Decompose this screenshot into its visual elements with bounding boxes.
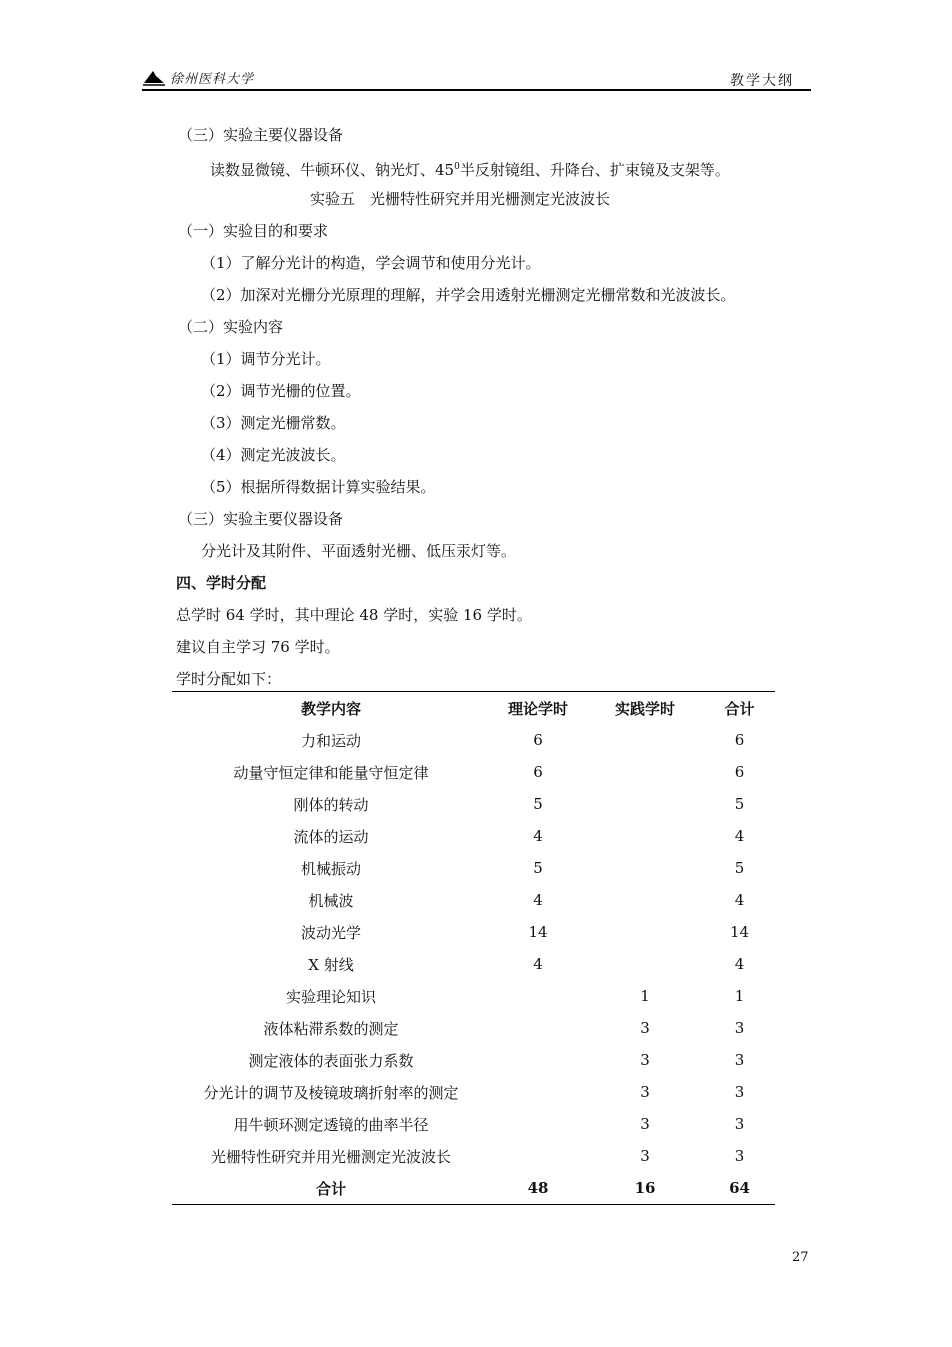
- table-cell: 动量守恒定律和能量守恒定律: [233, 763, 429, 782]
- list-item: （5）根据所得数据计算实验结果。: [201, 478, 436, 496]
- table-cell: [490, 1044, 586, 1076]
- table-cell: [586, 756, 704, 788]
- column-header: 教学内容: [300, 699, 361, 718]
- header-rule: [142, 89, 811, 91]
- table-cell: 1: [640, 987, 650, 1005]
- table-row: [172, 884, 775, 916]
- table-cell: 光栅特性研究并用光栅测定光波波长: [210, 1147, 451, 1166]
- table-row: [172, 820, 775, 852]
- table-row: [172, 788, 775, 820]
- table-cell: [586, 820, 704, 852]
- table-cell: 3: [640, 1083, 650, 1101]
- table-cell: 6: [734, 731, 745, 749]
- table-cell: 3: [734, 1083, 745, 1101]
- table-cell: 3: [734, 1115, 745, 1133]
- column-header: 实践学时: [614, 699, 675, 718]
- university-logo: [142, 66, 254, 88]
- table-cell: 3: [640, 1147, 650, 1165]
- table-cell: [586, 724, 704, 756]
- section-heading: （二）实验内容: [178, 318, 284, 336]
- table-cell: 16: [634, 1179, 656, 1197]
- list-item: （2）调节光栅的位置。: [201, 382, 361, 400]
- experiment-title: 实验五 光栅特性研究并用光栅测定光波波长: [310, 190, 611, 208]
- table-cell: [586, 852, 704, 884]
- table-cell: 6: [533, 731, 543, 749]
- table-row: [172, 1044, 775, 1076]
- chapter-heading: 四、学时分配: [176, 574, 267, 592]
- table-cell: 1: [734, 987, 745, 1005]
- table-row: [172, 1076, 775, 1108]
- table-row: [172, 756, 775, 788]
- table-cell: 用牛顿环测定透镜的曲率半径: [233, 1115, 429, 1134]
- list-item: （1）了解分光计的构造，学会调节和使用分光计。: [201, 254, 541, 272]
- table-cell: 4: [734, 827, 745, 845]
- table-cell: 4: [734, 955, 745, 973]
- table-cell: 6: [533, 763, 543, 781]
- table-cell: 5: [734, 795, 745, 813]
- list-item: （1）调节分光计。: [201, 350, 331, 368]
- page-number: 27: [792, 1250, 809, 1265]
- table-cell: [490, 1076, 586, 1108]
- table-cell: 分光计的调节及棱镜玻璃折射率的测定: [203, 1083, 459, 1102]
- table-cell: [490, 1012, 586, 1044]
- table-cell: 64: [729, 1179, 750, 1197]
- table-cell: [490, 1108, 586, 1140]
- paragraph: 建议自主学习 76 学时。: [176, 638, 340, 656]
- table-cell: X 射线: [308, 955, 354, 974]
- table-cell: 4: [734, 891, 745, 909]
- logo-mark-icon: [142, 68, 166, 86]
- logo-text: 徐州医科大学: [170, 71, 255, 87]
- table-cell: 3: [734, 1051, 745, 1069]
- table-cell: 14: [528, 923, 548, 941]
- table-cell: 测定液体的表面张力系数: [248, 1051, 414, 1070]
- table-cell: 5: [533, 859, 543, 877]
- paragraph: 分光计及其附件、平面透射光栅、低压汞灯等。: [201, 542, 517, 560]
- table-cell: 3: [734, 1019, 745, 1037]
- table-cell: 3: [640, 1051, 650, 1069]
- table-cell: 48: [527, 1179, 549, 1197]
- text-run: 半反射镜组、升降台、扩束镜及支架等。: [459, 161, 730, 179]
- table-cell: 3: [734, 1147, 745, 1165]
- table-cell: 5: [533, 795, 543, 813]
- section-heading: （三）实验主要仪器设备: [178, 510, 344, 528]
- table-cell: 波动光学: [300, 923, 361, 942]
- table-row: [172, 948, 775, 980]
- table-cell: [586, 916, 704, 948]
- table-cell: 3: [640, 1019, 650, 1037]
- table-row: [172, 724, 775, 756]
- column-header: 理论学时: [507, 699, 568, 718]
- table-row: [172, 852, 775, 884]
- table-cell: 机械波: [308, 891, 354, 910]
- table-row: [172, 980, 775, 1012]
- table-cell: [586, 948, 704, 980]
- hours-table: [172, 691, 775, 1205]
- list-item: （3）测定光栅常数。: [201, 414, 346, 432]
- paragraph: [210, 157, 730, 180]
- paragraph: 总学时 64 学时，其中理论 48 学时，实验 16 学时。: [176, 606, 532, 624]
- table-cell: [490, 980, 586, 1012]
- table-cell: 实验理论知识: [285, 987, 376, 1006]
- table-row: [172, 1108, 775, 1140]
- table-cell: [586, 884, 704, 916]
- table-cell: 14: [729, 923, 750, 941]
- header-title: 教学大纲: [730, 73, 794, 89]
- table-total-row: [172, 1172, 775, 1205]
- table-header-row: [172, 692, 775, 725]
- table-cell: [490, 1140, 586, 1172]
- table-row: [172, 1140, 775, 1172]
- table-cell: 4: [533, 891, 543, 909]
- table-cell: 机械振动: [300, 859, 361, 878]
- table-cell: 3: [640, 1115, 650, 1133]
- list-item: （2）加深对光栅分光原理的理解，并学会用透射光栅测定光栅常数和光波波长。: [201, 286, 736, 304]
- table-cell: 力和运动: [300, 731, 361, 750]
- table-cell: 刚体的转动: [293, 795, 369, 814]
- section-heading: （一）实验目的和要求: [178, 222, 329, 240]
- table-row: [172, 916, 775, 948]
- list-item: （4）测定光波波长。: [201, 446, 346, 464]
- paragraph: 学时分配如下：: [176, 670, 282, 688]
- table-cell: [586, 788, 704, 820]
- section-heading: （三）实验主要仪器设备: [178, 126, 344, 144]
- table-cell: 4: [533, 955, 543, 973]
- table-cell: 液体粘滞系数的测定: [263, 1019, 399, 1038]
- table-cell: 4: [533, 827, 543, 845]
- table-cell: 流体的运动: [293, 827, 369, 846]
- table-cell: 合计: [315, 1179, 346, 1198]
- table-cell: 5: [734, 859, 745, 877]
- column-header: 合计: [724, 699, 755, 718]
- table-cell: 6: [734, 763, 745, 781]
- text-run: 读数显微镜、牛顿环仪、钠光灯、45: [210, 161, 455, 179]
- table-row: [172, 1012, 775, 1044]
- degree-superscript: 0: [454, 162, 460, 172]
